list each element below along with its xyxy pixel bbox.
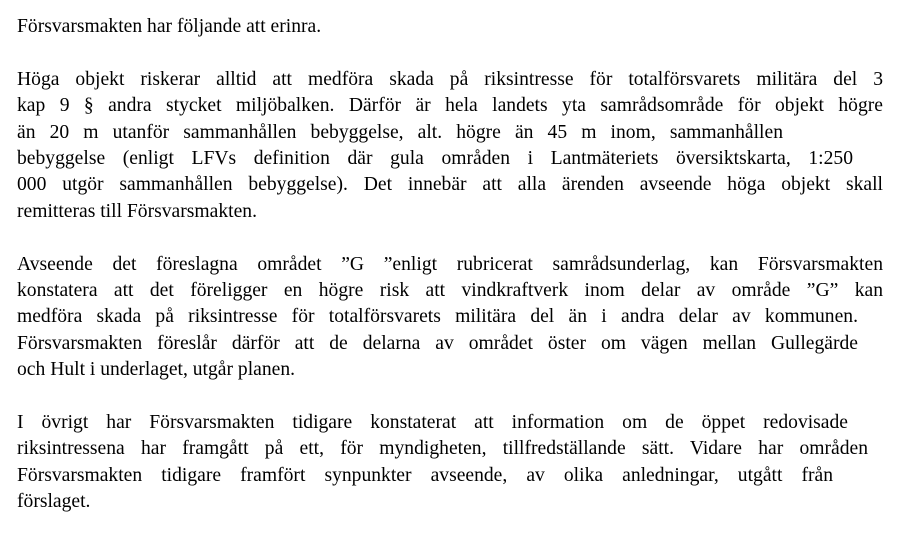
text-line: Försvarsmakten har följande att erinra.	[17, 16, 322, 37]
text-line: Försvarsmakten tidigare framfört synpunkter avseende, av olika anledningar, utgått från	[17, 464, 833, 486]
paragraph-intro	[17, 14, 883, 40]
paragraph-spacer	[17, 225, 883, 251]
text-line: Höga objekt riskerar alltid att medföra skada på riksintresse för totalförsvarets militära del 3	[17, 68, 883, 90]
paragraph-area-g	[17, 252, 883, 384]
text-line: medföra skada på riksintresse för totalförsvarets militära del än i andra delar av kommunen.	[17, 306, 858, 328]
text-line: I övrigt har Försvarsmakten tidigare konstaterat att information om de öppet redovisade	[17, 412, 848, 434]
paragraph-spacer	[17, 40, 883, 66]
document-page	[17, 14, 883, 516]
text-line: Avseende det föreslagna området ”G ”enligt rubricerat samrådsunderlag, kan Försvarsmakten	[17, 253, 883, 275]
text-line: än 20 m utanför sammanhållen bebyggelse, alt. högre än 45 m inom, sammanhållen	[17, 121, 783, 143]
text-line: konstatera att det föreligger en högre risk att vindkraftverk inom delar av område ”G” kan	[17, 280, 883, 302]
text-line: 000 utgör sammanhållen bebyggelse). Det innebär att alla ärenden avseende höga objekt skall	[17, 174, 883, 196]
text-line: riksintressena har framgått på ett, för myndigheten, tillfredställande sätt. Vidare har områden	[17, 438, 868, 460]
text-line: bebyggelse (enligt LFVs definition där gula områden i Lantmäteriets översiktskarta, 1:250	[17, 148, 853, 170]
text-line: Försvarsmakten föreslår därför att de delarna av området öster om vägen mellan Gullegärde	[17, 332, 858, 354]
text-line: förslaget.	[17, 491, 91, 513]
text-line: remitteras till Försvarsmakten.	[17, 200, 257, 222]
text-line: och Hult i underlaget, utgår planen.	[17, 359, 296, 381]
text-line: kap 9 § andra stycket miljöbalken. Därför är hela landets yta samrådsområde för objekt högre	[17, 95, 883, 117]
paragraph-other	[17, 410, 883, 516]
paragraph-high-objects	[17, 67, 883, 225]
paragraph-spacer	[17, 384, 883, 410]
